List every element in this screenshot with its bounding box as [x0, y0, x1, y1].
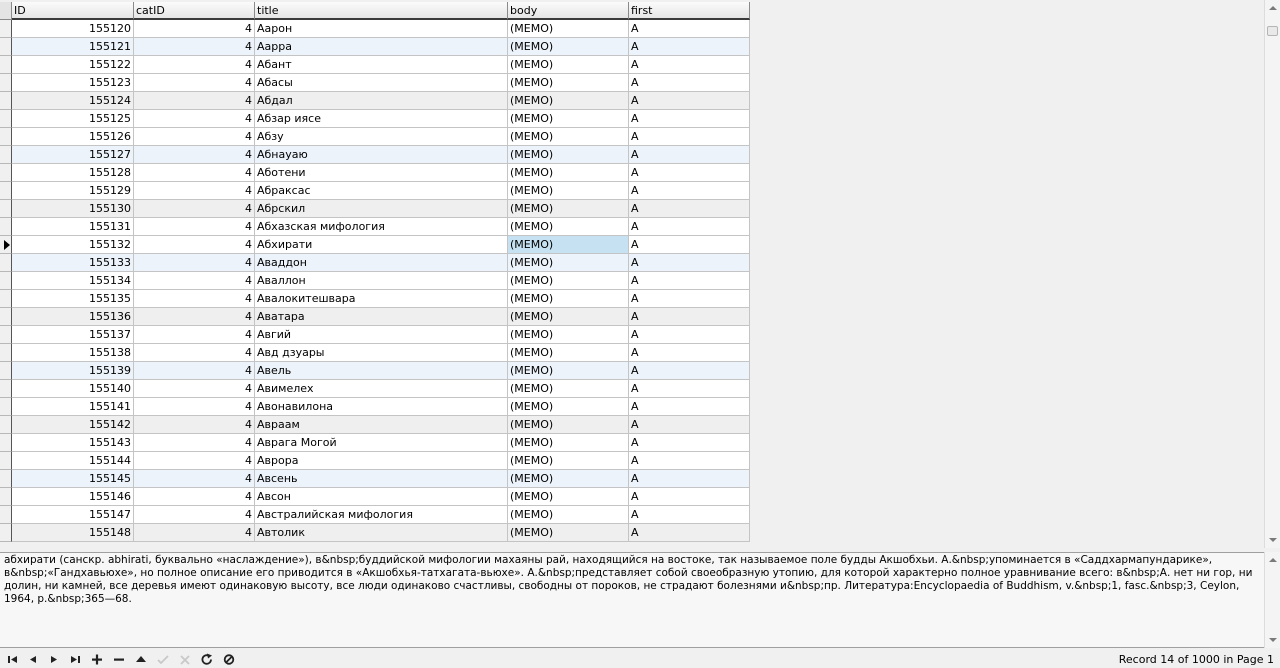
cell-catid[interactable]: 4 — [134, 38, 255, 56]
cell-id[interactable]: 155148 — [12, 524, 134, 542]
cell-title[interactable]: Абдал — [255, 92, 508, 110]
cell-id[interactable]: 155124 — [12, 92, 134, 110]
cell-first[interactable]: А — [629, 128, 750, 146]
refresh-data-button[interactable] — [200, 653, 214, 666]
grid-rows — [0, 20, 750, 542]
refresh-icon — [200, 653, 214, 666]
grid-vertical-scrollbar[interactable] — [1264, 0, 1280, 548]
cell-id[interactable]: 155135 — [12, 290, 134, 308]
cell-catid[interactable]: 4 — [134, 434, 255, 452]
cancel-record-button[interactable] — [178, 653, 192, 666]
cell-catid[interactable]: 4 — [134, 524, 255, 542]
cell-title[interactable]: Аарон — [255, 20, 508, 38]
cell-id[interactable]: 155132 — [12, 236, 134, 254]
cell-title[interactable]: Аваддон — [255, 254, 508, 272]
cell-catid[interactable]: 4 — [134, 56, 255, 74]
table-row[interactable] — [0, 344, 750, 362]
cell-catid[interactable]: 4 — [134, 236, 255, 254]
insert-icon — [90, 653, 104, 666]
table-row[interactable] — [0, 110, 750, 128]
cell-first[interactable]: А — [629, 326, 750, 344]
cell-title[interactable]: Абзар иясе — [255, 110, 508, 128]
row-indicator[interactable] — [0, 488, 12, 506]
cell-body[interactable]: (MEMO) — [508, 290, 629, 308]
cell-catid[interactable]: 4 — [134, 146, 255, 164]
row-indicator[interactable] — [0, 416, 12, 434]
cell-catid[interactable]: 4 — [134, 254, 255, 272]
row-indicator[interactable] — [0, 380, 12, 398]
cell-title[interactable]: Автолик — [255, 524, 508, 542]
cell-body[interactable]: (MEMO) — [508, 128, 629, 146]
cell-title[interactable]: Абрскил — [255, 200, 508, 218]
cell-title[interactable]: Абасы — [255, 74, 508, 92]
row-indicator[interactable] — [0, 20, 12, 38]
column-header-body[interactable]: body — [508, 2, 629, 20]
cell-id[interactable]: 155137 — [12, 326, 134, 344]
row-indicator[interactable] — [0, 56, 12, 74]
cell-title[interactable]: Абхирати — [255, 236, 508, 254]
current-row-arrow-icon — [4, 240, 10, 250]
cell-title[interactable]: Авсон — [255, 488, 508, 506]
cell-body[interactable]: (MEMO) — [508, 38, 629, 56]
cell-title[interactable]: Абраксас — [255, 182, 508, 200]
cell-catid[interactable]: 4 — [134, 470, 255, 488]
cell-body[interactable]: (MEMO) — [508, 164, 629, 182]
cell-catid[interactable]: 4 — [134, 200, 255, 218]
cell-body[interactable]: (MEMO) — [508, 218, 629, 236]
row-indicator[interactable] — [0, 524, 12, 542]
apply-updates-icon — [222, 653, 236, 666]
cell-body[interactable]: (MEMO) — [508, 110, 629, 128]
cell-first[interactable]: А — [629, 290, 750, 308]
cell-title[interactable]: Авд дзуары — [255, 344, 508, 362]
cell-catid[interactable]: 4 — [134, 308, 255, 326]
cell-first[interactable]: А — [629, 92, 750, 110]
row-indicator[interactable] — [0, 290, 12, 308]
cell-catid[interactable]: 4 — [134, 92, 255, 110]
cell-catid[interactable]: 4 — [134, 290, 255, 308]
cell-body[interactable]: (MEMO) — [508, 362, 629, 380]
cell-first[interactable]: А — [629, 164, 750, 182]
table-row[interactable] — [0, 452, 750, 470]
cell-catid[interactable]: 4 — [134, 182, 255, 200]
cell-catid[interactable]: 4 — [134, 326, 255, 344]
cancel-icon — [178, 653, 192, 666]
cell-id[interactable]: 155140 — [12, 380, 134, 398]
edit-record-button[interactable] — [134, 653, 148, 666]
cell-catid[interactable]: 4 — [134, 74, 255, 92]
first-record-button[interactable] — [6, 653, 20, 666]
cell-body[interactable]: (MEMO) — [508, 380, 629, 398]
memo-viewer[interactable] — [0, 552, 1264, 648]
cell-first[interactable]: А — [629, 398, 750, 416]
table-row[interactable] — [0, 200, 750, 218]
cell-catid[interactable]: 4 — [134, 344, 255, 362]
edit-icon — [134, 653, 148, 666]
row-indicator[interactable] — [0, 110, 12, 128]
cell-id[interactable]: 155130 — [12, 200, 134, 218]
cell-title[interactable]: Абзу — [255, 128, 508, 146]
row-indicator[interactable] — [0, 128, 12, 146]
table-row[interactable] — [0, 290, 750, 308]
memo-text[interactable]: абхирати (санскр. abhirati, буквально «наслаждение»), в&nbsp;буддийской мифологии махаяны рай, находящийся на востоке, так называемое поле будды Акшобхьи. А.&nbsp;упоминается в «Саддхармапундарике», в&nbsp;«Гандхавьюхе», но полное описание его приводится в «Акшобхья-татхагата-вьюхе». А.&nbsp;представляет собой своеобразную утопию, для которой характерно полное уравнивание всего: в&nbsp;А. нет ни гор, ни долин, ни камней, все деревья имеют одинаковую высоту, все люди одинаково счастливы, свободны от пороков, не страдают болезнями и&nbsp;пр. Литература:Encyclopaedia of Buddhism, v.&nbsp;1, fasc.&nbsp;3, Ceylon, 1964, p.&nbsp;365—68. — [4, 554, 1253, 605]
cell-body[interactable]: (MEMO) — [508, 488, 629, 506]
cell-catid[interactable]: 4 — [134, 506, 255, 524]
table-row[interactable] — [0, 20, 750, 38]
table-row[interactable] — [0, 92, 750, 110]
row-indicator[interactable] — [0, 344, 12, 362]
row-indicator[interactable] — [0, 146, 12, 164]
row-indicator[interactable] — [0, 506, 12, 524]
scroll-thumb[interactable] — [1267, 26, 1278, 36]
cell-catid[interactable]: 4 — [134, 272, 255, 290]
cell-title[interactable]: Авгий — [255, 326, 508, 344]
cell-id[interactable]: 155141 — [12, 398, 134, 416]
row-indicator[interactable] — [0, 452, 12, 470]
cell-body[interactable]: (MEMO) — [508, 398, 629, 416]
table-row[interactable] — [0, 308, 750, 326]
cell-catid[interactable]: 4 — [134, 218, 255, 236]
cell-id[interactable]: 155129 — [12, 182, 134, 200]
table-row[interactable] — [0, 488, 750, 506]
scroll-up-icon[interactable] — [1269, 6, 1277, 10]
table-row[interactable] — [0, 56, 750, 74]
cell-catid[interactable]: 4 — [134, 164, 255, 182]
scroll-down-icon[interactable] — [1269, 538, 1277, 542]
prior-icon — [26, 653, 40, 666]
apply-updates-button[interactable] — [222, 653, 236, 666]
cell-id[interactable]: 155120 — [12, 20, 134, 38]
post-icon — [156, 653, 170, 666]
table-row[interactable] — [0, 524, 750, 542]
cell-first[interactable]: А — [629, 506, 750, 524]
cell-catid[interactable]: 4 — [134, 398, 255, 416]
table-row[interactable] — [0, 326, 750, 344]
column-header-id[interactable]: ID — [12, 2, 134, 20]
cell-id[interactable]: 155145 — [12, 470, 134, 488]
table-row[interactable] — [0, 254, 750, 272]
cell-first[interactable]: А — [629, 182, 750, 200]
cell-first[interactable]: А — [629, 344, 750, 362]
row-indicator[interactable] — [0, 218, 12, 236]
cell-id[interactable]: 155144 — [12, 452, 134, 470]
cell-title[interactable]: Австралийская мифология — [255, 506, 508, 524]
row-indicator[interactable] — [0, 434, 12, 452]
table-row[interactable] — [0, 146, 750, 164]
cell-first[interactable]: А — [629, 110, 750, 128]
table-row[interactable] — [0, 218, 750, 236]
memo-scroll-up-icon[interactable] — [1269, 558, 1277, 562]
row-indicator[interactable] — [0, 74, 12, 92]
last-record-button[interactable] — [68, 653, 82, 666]
cell-title[interactable]: Авимелех — [255, 380, 508, 398]
cell-title[interactable]: Авель — [255, 362, 508, 380]
cell-first[interactable]: А — [629, 272, 750, 290]
cell-body[interactable]: (MEMO) — [508, 20, 629, 38]
cell-title[interactable]: Авраам — [255, 416, 508, 434]
table-row[interactable] — [0, 416, 750, 434]
cell-id[interactable]: 155126 — [12, 128, 134, 146]
cell-first[interactable]: А — [629, 236, 750, 254]
next-record-button[interactable] — [47, 653, 61, 666]
table-row[interactable] — [0, 434, 750, 452]
table-row[interactable] — [0, 38, 750, 56]
cell-first[interactable]: А — [629, 452, 750, 470]
cell-body[interactable]: (MEMO) — [508, 452, 629, 470]
table-row[interactable] — [0, 182, 750, 200]
cell-id[interactable]: 155139 — [12, 362, 134, 380]
cell-body[interactable]: (MEMO) — [508, 524, 629, 542]
cell-first[interactable]: А — [629, 218, 750, 236]
cell-id[interactable]: 155133 — [12, 254, 134, 272]
row-indicator[interactable] — [0, 200, 12, 218]
cell-body[interactable]: (MEMO) — [508, 308, 629, 326]
cell-title[interactable]: Абант — [255, 56, 508, 74]
row-indicator[interactable] — [0, 236, 12, 254]
cell-body[interactable]: (MEMO) — [508, 470, 629, 488]
first-icon — [6, 653, 20, 666]
cell-catid[interactable]: 4 — [134, 20, 255, 38]
cell-body[interactable]: (MEMO) — [508, 74, 629, 92]
row-indicator[interactable] — [0, 470, 12, 488]
cell-body[interactable]: (MEMO) — [508, 254, 629, 272]
cell-id[interactable]: 155123 — [12, 74, 134, 92]
cell-title[interactable]: Аарра — [255, 38, 508, 56]
row-indicator[interactable] — [0, 308, 12, 326]
cell-title[interactable]: Аврага Могой — [255, 434, 508, 452]
cell-id[interactable]: 155136 — [12, 308, 134, 326]
table-row[interactable] — [0, 380, 750, 398]
cell-body[interactable]: (MEMO) — [508, 200, 629, 218]
cell-body[interactable]: (MEMO) — [508, 236, 629, 254]
cell-body[interactable]: (MEMO) — [508, 326, 629, 344]
cell-first[interactable]: А — [629, 524, 750, 542]
cell-first[interactable]: А — [629, 74, 750, 92]
cell-body[interactable]: (MEMO) — [508, 272, 629, 290]
cell-body[interactable]: (MEMO) — [508, 182, 629, 200]
cell-catid[interactable]: 4 — [134, 452, 255, 470]
cell-first[interactable]: А — [629, 416, 750, 434]
table-row[interactable] — [0, 128, 750, 146]
cell-body[interactable]: (MEMO) — [508, 506, 629, 524]
cell-id[interactable]: 155125 — [12, 110, 134, 128]
post-record-button[interactable] — [156, 653, 170, 666]
cell-body[interactable]: (MEMO) — [508, 92, 629, 110]
table-row[interactable] — [0, 272, 750, 290]
cell-id[interactable]: 155143 — [12, 434, 134, 452]
cell-id[interactable]: 155131 — [12, 218, 134, 236]
cell-first[interactable]: А — [629, 488, 750, 506]
cell-title[interactable]: Аврора — [255, 452, 508, 470]
insert-record-button[interactable] — [90, 653, 104, 666]
memo-scroll-down-icon[interactable] — [1269, 638, 1277, 642]
table-row[interactable] — [0, 470, 750, 488]
memo-vertical-scrollbar[interactable] — [1264, 552, 1280, 648]
grid-header — [0, 2, 750, 20]
next-icon — [47, 653, 61, 666]
row-indicator[interactable] — [0, 254, 12, 272]
cell-id[interactable]: 155147 — [12, 506, 134, 524]
column-header-title[interactable]: title — [255, 2, 508, 20]
row-indicator[interactable] — [0, 362, 12, 380]
cell-first[interactable]: А — [629, 146, 750, 164]
row-indicator[interactable] — [0, 182, 12, 200]
cell-title[interactable]: Авалокитешвара — [255, 290, 508, 308]
cell-first[interactable]: А — [629, 380, 750, 398]
cell-body[interactable]: (MEMO) — [508, 56, 629, 74]
cell-title[interactable]: Авсень — [255, 470, 508, 488]
table-row[interactable] — [0, 362, 750, 380]
row-indicator[interactable] — [0, 164, 12, 182]
cell-id[interactable]: 155127 — [12, 146, 134, 164]
cell-catid[interactable]: 4 — [134, 488, 255, 506]
column-header-catid[interactable]: catID — [134, 2, 255, 20]
cell-id[interactable]: 155134 — [12, 272, 134, 290]
header-indicator-corner — [0, 2, 12, 20]
cell-id[interactable]: 155122 — [12, 56, 134, 74]
prior-record-button[interactable] — [26, 653, 40, 666]
cell-title[interactable]: Абхазская мифология — [255, 218, 508, 236]
cell-catid[interactable]: 4 — [134, 416, 255, 434]
cell-first[interactable]: А — [629, 200, 750, 218]
table-row[interactable] — [0, 164, 750, 182]
cell-body[interactable]: (MEMO) — [508, 416, 629, 434]
last-icon — [68, 653, 82, 666]
cell-first[interactable]: А — [629, 56, 750, 74]
row-indicator[interactable] — [0, 326, 12, 344]
cell-id[interactable]: 155146 — [12, 488, 134, 506]
data-grid[interactable] — [0, 2, 750, 542]
cell-catid[interactable]: 4 — [134, 380, 255, 398]
delete-icon — [112, 653, 126, 666]
delete-record-button[interactable] — [112, 653, 126, 666]
cell-first[interactable]: А — [629, 470, 750, 488]
cell-body[interactable]: (MEMO) — [508, 146, 629, 164]
record-status: Record 14 of 1000 in Page 1 — [1118, 653, 1274, 666]
cell-first[interactable]: А — [629, 38, 750, 56]
table-row[interactable] — [0, 398, 750, 416]
cell-first[interactable]: А — [629, 434, 750, 452]
cell-id[interactable]: 155121 — [12, 38, 134, 56]
row-indicator[interactable] — [0, 272, 12, 290]
cell-id[interactable]: 155138 — [12, 344, 134, 362]
cell-title[interactable]: Аватара — [255, 308, 508, 326]
cell-first[interactable]: А — [629, 254, 750, 272]
cell-title[interactable]: Аваллон — [255, 272, 508, 290]
cell-title[interactable]: Аботени — [255, 164, 508, 182]
cell-id[interactable]: 155142 — [12, 416, 134, 434]
row-indicator[interactable] — [0, 38, 12, 56]
cell-catid[interactable]: 4 — [134, 110, 255, 128]
table-row[interactable] — [0, 506, 750, 524]
cell-title[interactable]: Авонавилона — [255, 398, 508, 416]
row-indicator[interactable] — [0, 92, 12, 110]
row-indicator[interactable] — [0, 398, 12, 416]
cell-first[interactable]: А — [629, 308, 750, 326]
cell-title[interactable]: Абнауаю — [255, 146, 508, 164]
cell-body[interactable]: (MEMO) — [508, 434, 629, 452]
cell-first[interactable]: А — [629, 20, 750, 38]
cell-first[interactable]: А — [629, 362, 750, 380]
cell-id[interactable]: 155128 — [12, 164, 134, 182]
db-navigator — [0, 650, 1280, 668]
table-row[interactable] — [0, 236, 750, 254]
table-row[interactable] — [0, 74, 750, 92]
cell-body[interactable]: (MEMO) — [508, 344, 629, 362]
cell-catid[interactable]: 4 — [134, 128, 255, 146]
column-header-first[interactable]: first — [629, 2, 750, 20]
cell-catid[interactable]: 4 — [134, 362, 255, 380]
